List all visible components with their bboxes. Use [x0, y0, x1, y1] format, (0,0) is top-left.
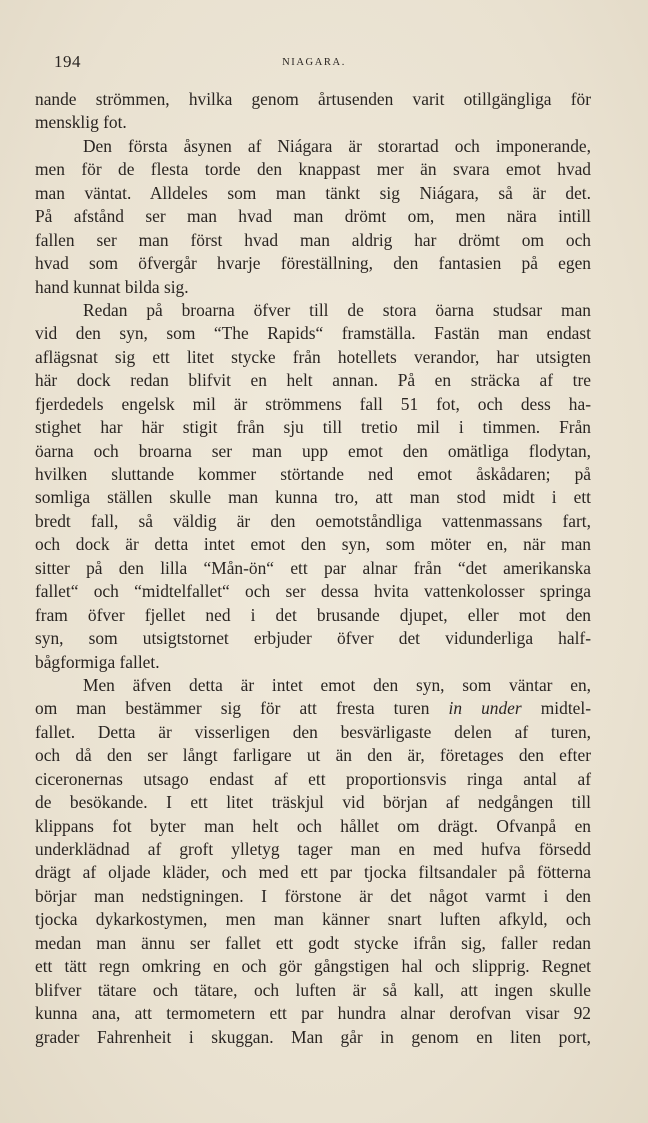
text-line	[35, 369, 591, 392]
text-line-content: tjocka dykarkostymen, men man känner snart luften afkyld, och	[35, 909, 591, 930]
text-line	[35, 557, 591, 580]
text-line-content: stighet har här stigit från sju till tretio mil i timmen. Från	[35, 417, 591, 438]
text-line	[35, 510, 591, 533]
text-line	[35, 815, 591, 838]
text-line	[35, 252, 591, 275]
text-line	[35, 440, 591, 463]
text-line	[35, 979, 591, 1002]
text-line	[35, 135, 591, 158]
text-line	[35, 1002, 591, 1025]
text-line	[35, 744, 591, 767]
text-line-content: Men äfven detta är intet emot den syn, som väntar en,	[83, 674, 591, 695]
text-line	[35, 674, 591, 697]
text-line-content: medan man ännu ser fallet ett godt stycke ifrån sig, faller redan	[35, 932, 591, 953]
text-line	[35, 88, 591, 111]
text-line	[35, 486, 591, 509]
text-line-content: fallet. Detta är visserligen den besvärligaste delen af turen,	[35, 721, 591, 742]
text-line-continuation: midtel-	[521, 698, 592, 719]
text-line	[35, 580, 591, 603]
text-line-content: nande strömmen, hvilka genom årtusenden varit otillgängliga för	[35, 89, 591, 109]
text-line	[35, 111, 591, 134]
text-line	[35, 697, 591, 720]
text-line	[35, 416, 591, 439]
text-line-content: här dock redan blifvit en helt annan. På en sträcka af tre	[35, 370, 591, 391]
text-line-content: vid den syn, som “The Rapids“ framställa. Fastän man endast	[35, 323, 591, 344]
text-line	[35, 182, 591, 205]
text-line-content: hand kunnat bilda sig.	[35, 276, 189, 297]
text-line-content: sitter på den lilla “Mån-ön“ ett par alnar från “det amerikanska	[35, 557, 591, 578]
text-line	[35, 1026, 591, 1049]
text-line-content: På afstånd ser man hvad man drömt om, men nära intill	[35, 206, 591, 227]
running-title: NIAGARA.	[282, 57, 346, 68]
text-line	[35, 533, 591, 556]
text-line-content: fallen ser man först hvad man aldrig har drömt om och	[35, 229, 591, 250]
text-line	[35, 838, 591, 861]
text-line	[35, 299, 591, 322]
text-line	[35, 393, 591, 416]
text-line-content: syn, som utsigtstornet erbjuder öfver det vidunderliga half-	[35, 628, 591, 649]
text-line-content: hvad som öfvergår hvarje föreställning, den fantasien på egen	[35, 253, 591, 274]
text-line-content: fallet“ och “midtelfallet“ och ser dessa hvita vattenkolosser springa	[35, 581, 591, 602]
text-line-content: de besökande. I ett litet träskjul vid början af nedgången till	[35, 792, 591, 813]
page-header	[36, 52, 592, 74]
text-line	[35, 158, 591, 181]
text-line	[35, 322, 591, 345]
text-line-content: drägt af oljade kläder, och med ett par tjocka filtsandaler på fötterna	[35, 862, 591, 883]
text-line-content: ciceronernas utsago endast af ett proportionsvis ringa antal af	[35, 768, 591, 789]
text-line-content: men för de flesta torde den knappast mer än svara emot hvad	[35, 159, 591, 180]
body-text	[35, 88, 591, 1049]
text-line-content: kunna ana, att termometern ett par hundra alnar derofvan visar 92	[35, 1003, 591, 1024]
text-line-content: om man bestämmer sig för att fresta turen	[35, 698, 449, 719]
text-line	[35, 463, 591, 486]
text-line-content: hvilken sluttande kommer störtande ned emot åskådaren; på	[35, 464, 591, 484]
text-line	[35, 768, 591, 791]
text-line	[35, 205, 591, 228]
text-line-content: somliga ställen skulle man kunna tro, att man stod midt i ett	[35, 487, 591, 508]
text-line-content: fram öfver fjellet ned i det brusande djupet, eller mot den	[35, 604, 591, 625]
text-line	[35, 229, 591, 252]
text-line-content: Den första åsynen af Niágara är storartad och imponerande,	[83, 135, 591, 156]
text-line	[35, 908, 591, 931]
text-line	[35, 955, 591, 978]
text-line-content: och då den ser långt farligare ut än den är, företages den efter	[35, 745, 591, 766]
text-line	[35, 627, 591, 650]
text-line-content: underklädnad af groft ylletyg tager man en med hufva försedd	[35, 839, 591, 859]
text-line-content: börjar man nedstigningen. I förstone är det något varmt i den	[35, 885, 591, 906]
text-line-content: blifver tätare och tätare, och luften är så kall, att ingen skulle	[35, 979, 591, 1000]
text-line-content: grader Fahrenheit i skuggan. Man går in genom en liten port,	[35, 1026, 591, 1047]
text-line-content: ett tätt regn omkring en och gör gångstigen hal och slipprig. Regnet	[35, 956, 591, 977]
text-line-content: och dock är detta intet emot den syn, som möter en, när man	[35, 534, 591, 555]
text-line	[35, 604, 591, 627]
text-line-content: mensklig fot.	[35, 112, 127, 133]
text-line	[35, 721, 591, 744]
text-line-content: Redan på broarna öfver till de stora öarna studsar man	[83, 299, 591, 320]
text-line	[35, 276, 591, 299]
text-line	[35, 651, 591, 674]
page-number: 194	[54, 52, 81, 71]
text-line	[35, 861, 591, 884]
text-line-content: man väntat. Alldeles som man tänkt sig Niágara, så är det.	[35, 182, 591, 203]
text-line	[35, 791, 591, 814]
text-line-content: fjerdedels engelsk mil är strömmens fall 51 fot, och dess ha-	[35, 393, 591, 414]
text-line-content: bågformiga fallet.	[35, 651, 160, 672]
text-line	[35, 885, 591, 908]
text-line	[35, 346, 591, 369]
text-line-content: klippans fot byter man helt och hållet om drägt. Ofvanpå en	[35, 815, 591, 836]
italic-phrase: in under	[448, 698, 522, 719]
text-line-content: öarna och broarna ser man upp emot den omätliga flodytan,	[35, 440, 591, 461]
text-line-content: bredt fall, så väldig är den oemotståndliga vattenmassans fart,	[35, 510, 591, 531]
text-line-content: aflägsnat sig ett litet stycke från hotellets verandor, har utsigten	[35, 346, 591, 367]
text-line	[35, 932, 591, 955]
